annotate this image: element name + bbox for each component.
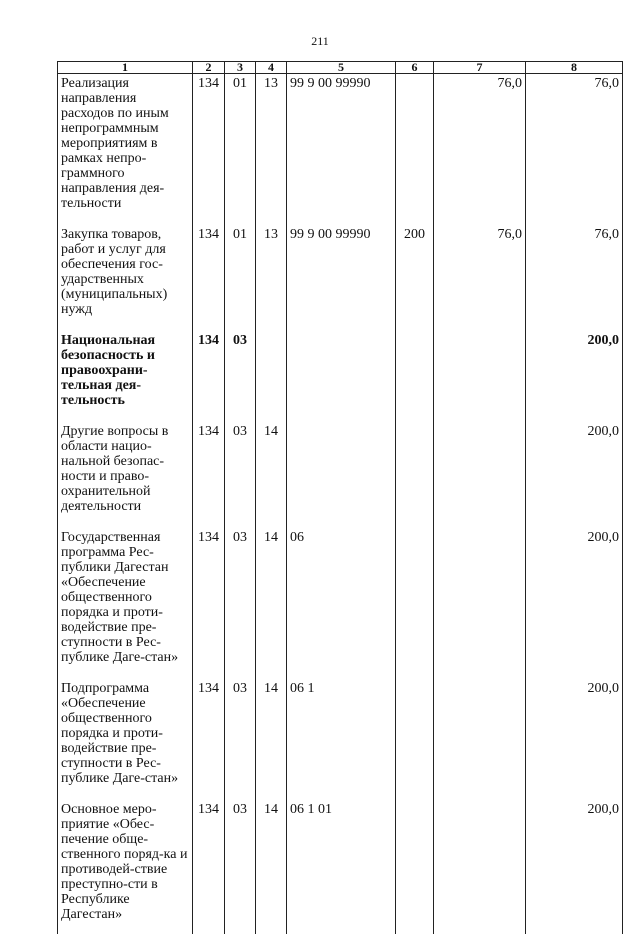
budget-table	[57, 61, 623, 934]
table-row	[58, 514, 623, 665]
podrazdel-code: 14	[256, 786, 287, 934]
amount-col-8: 200,0	[526, 408, 623, 514]
expense-type-code	[396, 786, 434, 934]
column-header: 3	[225, 62, 256, 74]
target-article-code: 06 1	[287, 665, 396, 786]
vedomstvo-code: 134	[193, 514, 225, 665]
amount-col-8: 200,0	[526, 786, 623, 934]
amount-col-8: 76,0	[526, 211, 623, 317]
table-row	[58, 408, 623, 514]
vedomstvo-code: 134	[193, 74, 225, 212]
podrazdel-code: 14	[256, 665, 287, 786]
row-name: Подпрограмма «Обеспечение общественного порядка и проти-водействие пре-ступности в Рес-публике Даге-стан»	[58, 665, 193, 786]
podrazdel-code: 13	[256, 211, 287, 317]
column-header: 8	[526, 62, 623, 74]
column-header: 2	[193, 62, 225, 74]
row-name: Другие вопросы в области нацио-нальной безопас-ности и право-охранительной деятельности	[58, 408, 193, 514]
expense-type-code	[396, 74, 434, 212]
target-article-code: 06	[287, 514, 396, 665]
page-number: 211	[311, 34, 329, 48]
row-name: Основное меро-приятие «Обес-печение обще-ственного поряд-ка и противодей-ствие преступно-сти в Республике Дагестан»	[58, 786, 193, 934]
target-article-code	[287, 408, 396, 514]
razdel-code: 03	[225, 408, 256, 514]
vedomstvo-code: 134	[193, 211, 225, 317]
target-article-code: 99 9 00 99990	[287, 211, 396, 317]
amount-col-7	[434, 786, 526, 934]
razdel-code: 01	[225, 211, 256, 317]
amount-col-7: 76,0	[434, 74, 526, 212]
target-article-code	[287, 317, 396, 408]
row-name: Национальная безопасность и правоохрани-тельная дея-тельность	[58, 317, 193, 408]
table-row	[58, 786, 623, 934]
amount-col-7	[434, 408, 526, 514]
expense-type-code	[396, 317, 434, 408]
amount-col-8: 200,0	[526, 514, 623, 665]
row-name: Реализация направления расходов по иным непрограммным мероприятиям в рамках непро-граммного направления дея-тельности	[58, 74, 193, 212]
column-header: 6	[396, 62, 434, 74]
table-row	[58, 317, 623, 408]
table-row	[58, 665, 623, 786]
razdel-code: 03	[225, 665, 256, 786]
podrazdel-code: 14	[256, 408, 287, 514]
table-row	[58, 211, 623, 317]
razdel-code: 03	[225, 317, 256, 408]
expense-type-code: 200	[396, 211, 434, 317]
column-header: 5	[287, 62, 396, 74]
amount-col-7	[434, 665, 526, 786]
podrazdel-code	[256, 317, 287, 408]
expense-type-code	[396, 408, 434, 514]
vedomstvo-code: 134	[193, 408, 225, 514]
vedomstvo-code: 134	[193, 665, 225, 786]
razdel-code: 03	[225, 786, 256, 934]
vedomstvo-code: 134	[193, 317, 225, 408]
amount-col-7	[434, 514, 526, 665]
expense-type-code	[396, 514, 434, 665]
amount-col-7: 76,0	[434, 211, 526, 317]
row-name: Государственная программа Рес-публики Дагестан «Обеспечение общественного порядка и проти-водействие пре-ступности в Рес-публике Даге-стан»	[58, 514, 193, 665]
table-row	[58, 74, 623, 212]
podrazdel-code: 13	[256, 74, 287, 212]
column-header: 4	[256, 62, 287, 74]
expense-type-code	[396, 665, 434, 786]
target-article-code: 99 9 00 99990	[287, 74, 396, 212]
column-header: 1	[58, 62, 193, 74]
razdel-code: 03	[225, 514, 256, 665]
amount-col-8: 200,0	[526, 317, 623, 408]
column-header: 7	[434, 62, 526, 74]
amount-col-8: 200,0	[526, 665, 623, 786]
razdel-code: 01	[225, 74, 256, 212]
amount-col-8: 76,0	[526, 74, 623, 212]
amount-col-7	[434, 317, 526, 408]
vedomstvo-code: 134	[193, 786, 225, 934]
table-header-row	[58, 62, 623, 74]
podrazdel-code: 14	[256, 514, 287, 665]
target-article-code: 06 1 01	[287, 786, 396, 934]
row-name: Закупка товаров, работ и услуг для обеспечения гос-ударственных (муниципальных) нужд	[58, 211, 193, 317]
